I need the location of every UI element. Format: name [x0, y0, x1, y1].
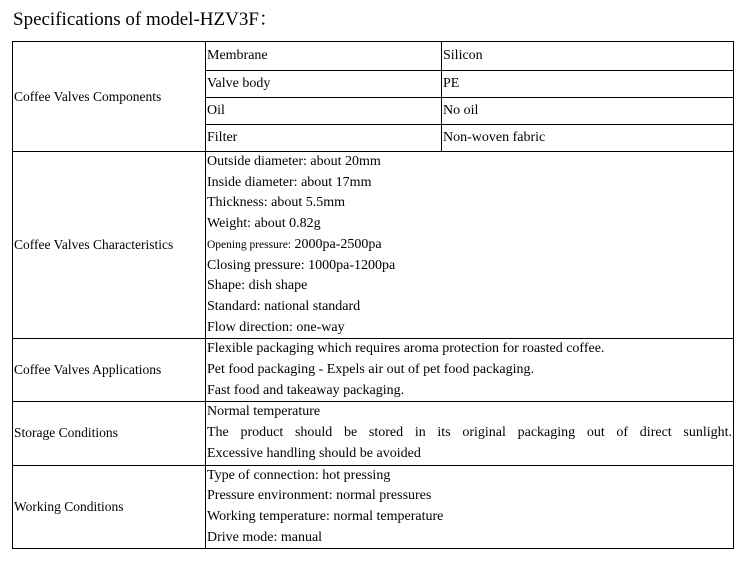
- component-name: Membrane: [206, 42, 442, 71]
- characteristic-line: Flow direction: one-way: [207, 319, 345, 335]
- characteristic-line: Standard: national standard: [207, 298, 361, 314]
- characteristic-line: Thickness: about 5.5mm: [207, 195, 346, 211]
- table-row: [13, 152, 734, 339]
- application-line: Pet food packaging - Expels air out of pet food packaging.: [207, 362, 534, 378]
- component-name: Filter: [206, 125, 442, 152]
- working-cell: [206, 465, 734, 549]
- component-value: No oil: [442, 98, 734, 125]
- characteristic-line: Outside diameter: about 20mm: [207, 154, 381, 169]
- table-row: [13, 402, 734, 465]
- category-applications: Coffee Valves Applications: [13, 339, 206, 402]
- table-row: [13, 339, 734, 402]
- working-line: Drive mode: manual: [207, 529, 323, 545]
- working-line: Type of connection: hot pressing: [207, 467, 391, 483]
- component-name: Valve body: [206, 71, 442, 98]
- application-line: Fast food and takeaway packaging.: [207, 382, 405, 398]
- opening-pressure-value: 2000pa-2500pa: [291, 236, 382, 252]
- opening-pressure-label: Opening pressure:: [207, 238, 291, 251]
- component-name: Oil: [206, 98, 442, 125]
- characteristic-line: Closing pressure: 1000pa-1200pa: [207, 257, 396, 273]
- characteristic-line: Inside diameter: about 17mm: [207, 174, 372, 190]
- storage-line: Excessive handling should be avoided: [207, 445, 421, 461]
- working-line: Pressure environment: normal pressures: [207, 488, 432, 504]
- characteristics-cell: [206, 152, 734, 339]
- storage-cell: [206, 402, 734, 465]
- category-storage: Storage Conditions: [13, 402, 206, 465]
- component-value: Silicon: [442, 42, 734, 71]
- category-characteristics: Coffee Valves Characteristics: [13, 152, 206, 339]
- storage-line: The product should be stored in its original packaging out of direct sunlight.: [207, 425, 732, 441]
- component-value: PE: [442, 71, 734, 98]
- characteristic-line: Shape: dish shape: [207, 278, 308, 294]
- table-row: [13, 465, 734, 549]
- working-line: Working temperature: normal temperature: [207, 508, 444, 524]
- characteristic-line: Weight: about 0.82g: [207, 216, 321, 232]
- table-row: [13, 42, 734, 71]
- storage-line: Normal temperature: [207, 404, 321, 420]
- specifications-table: [12, 41, 734, 549]
- component-value: Non-woven fabric: [442, 125, 734, 152]
- category-components: Coffee Valves Components: [13, 42, 206, 152]
- characteristic-line: [207, 235, 732, 256]
- page-title: Specifications of model-HZV3F：: [13, 9, 278, 30]
- application-line: Flexible packaging which requires aroma protection for roasted coffee.: [207, 341, 605, 357]
- category-working: Working Conditions: [13, 465, 206, 549]
- applications-cell: [206, 339, 734, 402]
